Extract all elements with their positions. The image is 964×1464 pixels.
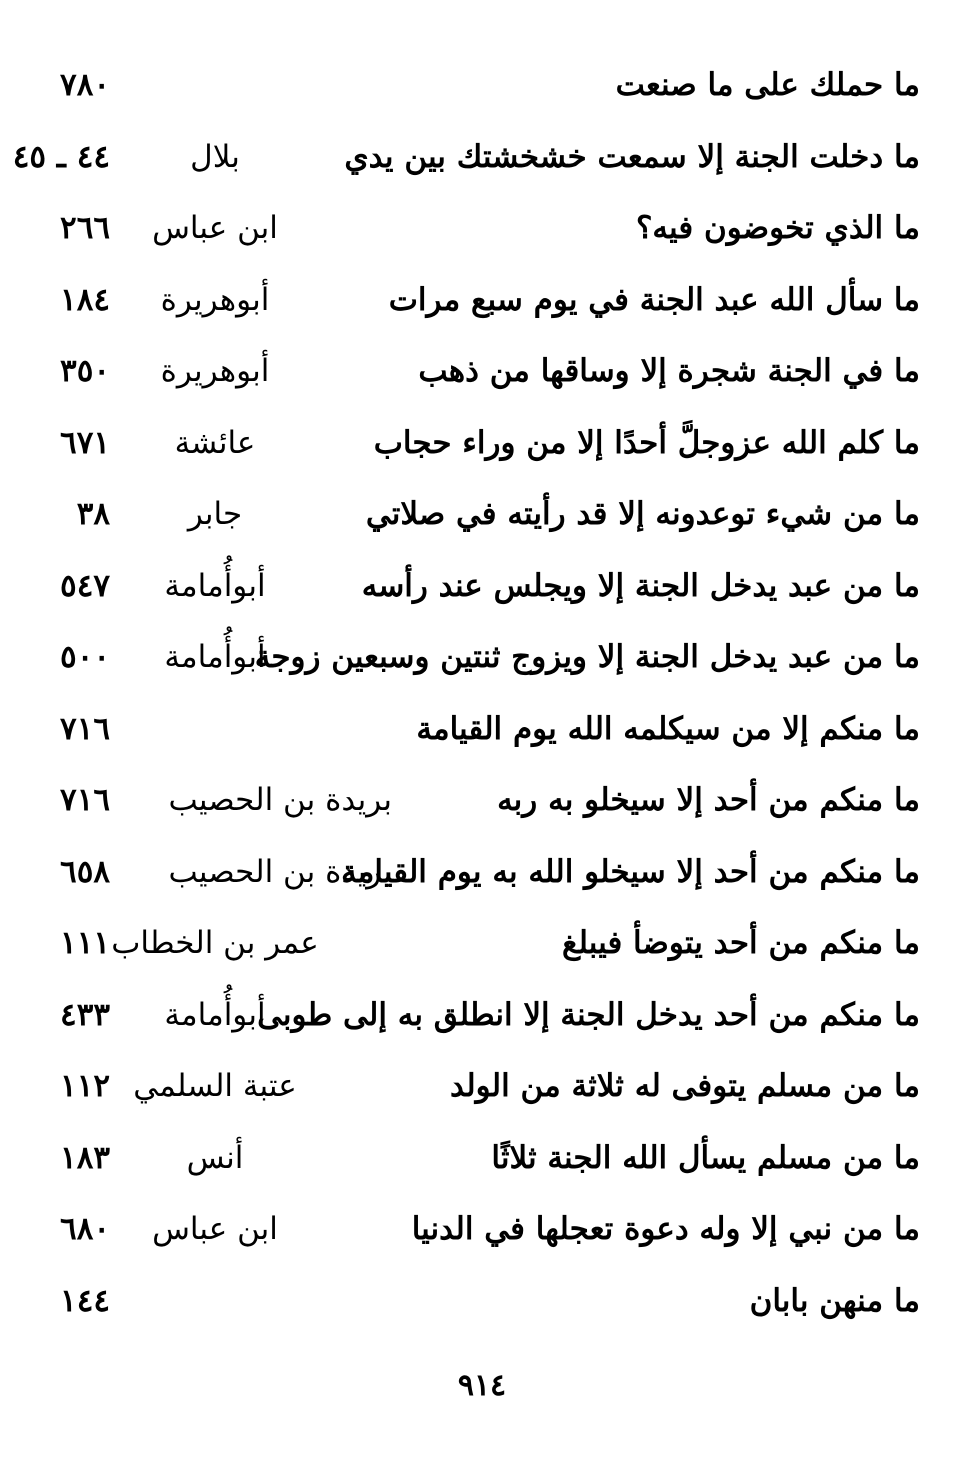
- page-reference: ٦٥٨: [60, 853, 110, 890]
- hadith-text: ما حملك على ما صنعت: [615, 67, 920, 103]
- narrator-name: بلال: [190, 138, 240, 175]
- index-entry: [38, 1271, 920, 1343]
- narrator-name: عائشة: [174, 424, 256, 461]
- index-entry: [38, 198, 920, 270]
- narrator-name: جابر: [187, 496, 243, 532]
- page-number: ٩١٤: [457, 1368, 507, 1403]
- index-entry: [38, 1128, 920, 1200]
- hadith-text: ما من عبد يدخل الجنة إلا ويزوج ثنتين وسبعين زوجة: [254, 639, 920, 675]
- hadith-text: ما منكم من أحد يدخل الجنة إلا انطلق به إلى طوبى: [257, 996, 920, 1033]
- hadith-text: ما منكم من أحد يتوضأ فيبلغ: [561, 925, 920, 961]
- index-entry: [38, 1199, 920, 1271]
- hadith-text: ما في الجنة شجرة إلا وساقها من ذهب: [418, 353, 920, 389]
- hadith-text: ما كلم الله عزوجلَّ أحدًا إلا من وراء حجاب: [373, 424, 920, 461]
- hadith-text: ما من مسلم يسأل الله الجنة ثلاثًا: [491, 1139, 920, 1176]
- hadith-text: ما من عبد يدخل الجنة إلا ويجلس عند رأسه: [361, 567, 920, 604]
- index-entry: [38, 55, 920, 127]
- page-reference: ٢٦٦: [60, 210, 110, 246]
- narrator-name: أبوأُمامة: [164, 996, 266, 1033]
- page-reference: ١١١: [60, 925, 110, 961]
- index-entry: [38, 699, 920, 771]
- page-reference: ١٤٤: [60, 1282, 110, 1319]
- page-reference: ٤٤ ـ ٤٥: [12, 138, 110, 175]
- page-reference: ٣٨: [76, 496, 110, 532]
- index-entry: [38, 556, 920, 628]
- narrator-name: أبوأُمامة: [164, 639, 266, 675]
- page-reference: ٤٣٣: [60, 996, 110, 1033]
- hadith-text: ما من شيء توعدونه إلا قد رأيته في صلاتي: [365, 496, 920, 532]
- page-reference: ٣٥٠: [60, 353, 110, 389]
- page-reference: ١٨٤: [60, 281, 110, 318]
- narrator-name: أبوهريرة: [160, 353, 270, 389]
- index-entry: [38, 842, 920, 914]
- page-reference: ١١٢: [60, 1068, 110, 1104]
- narrator-name: ابن عباس: [152, 210, 278, 246]
- index-entry: [38, 913, 920, 985]
- index-entry: [38, 341, 920, 413]
- page-reference: ٥٤٧: [60, 567, 110, 604]
- narrator-name: أبوأُمامة: [164, 567, 266, 604]
- index-entry: [12, 127, 920, 199]
- narrator-name: عتبة السلمي: [133, 1068, 297, 1104]
- index-entry: [38, 413, 920, 485]
- page-reference: ٧١٦: [60, 710, 110, 747]
- page-reference: ٧١٦: [60, 782, 110, 818]
- narrator-name: عمر بن الخطاب: [111, 925, 319, 961]
- hadith-text: ما من نبي إلا وله دعوة تعجلها في الدنيا: [411, 1211, 920, 1247]
- hadith-text: ما سأل الله عبد الجنة في يوم سبع مرات: [388, 281, 920, 318]
- index-entry: [38, 985, 920, 1057]
- page-reference: ٥٠٠: [60, 639, 110, 675]
- index-entry: [38, 1056, 920, 1128]
- hadith-index-list: [12, 55, 920, 1342]
- hadith-text: ما دخلت الجنة إلا سمعت خشخشتك بين يدي: [344, 138, 920, 175]
- index-entry: [38, 770, 920, 842]
- hadith-text: ما منهن بابان: [749, 1282, 920, 1319]
- index-entry: [38, 270, 920, 342]
- narrator-name: بريدة بن الحصيب: [168, 782, 392, 818]
- page-reference: ٦٨٠: [60, 1211, 110, 1247]
- page-reference: ٧٨٠: [60, 67, 110, 103]
- hadith-text: ما من مسلم يتوفى له ثلاثة من الولد: [449, 1068, 920, 1104]
- narrator-name: أبوهريرة: [160, 281, 270, 318]
- index-entry: [38, 484, 920, 556]
- page-reference: ١٨٣: [60, 1139, 110, 1176]
- index-entry: [38, 627, 920, 699]
- hadith-text: ما منكم إلا من سيكلمه الله يوم القيامة: [416, 710, 920, 747]
- hadith-text: ما منكم من أحد إلا سيخلو الله به يوم القيامة: [341, 853, 920, 890]
- narrator-name: ابن عباس: [152, 1211, 278, 1247]
- narrator-name: بريدة بن الحصيب: [168, 853, 392, 890]
- narrator-name: أنس: [186, 1139, 244, 1176]
- hadith-text: ما الذي تخوضون فيه؟: [635, 210, 920, 246]
- hadith-text: ما منكم من أحد إلا سيخلو به ربه: [497, 782, 920, 818]
- page-reference: ٦٧١: [60, 424, 110, 461]
